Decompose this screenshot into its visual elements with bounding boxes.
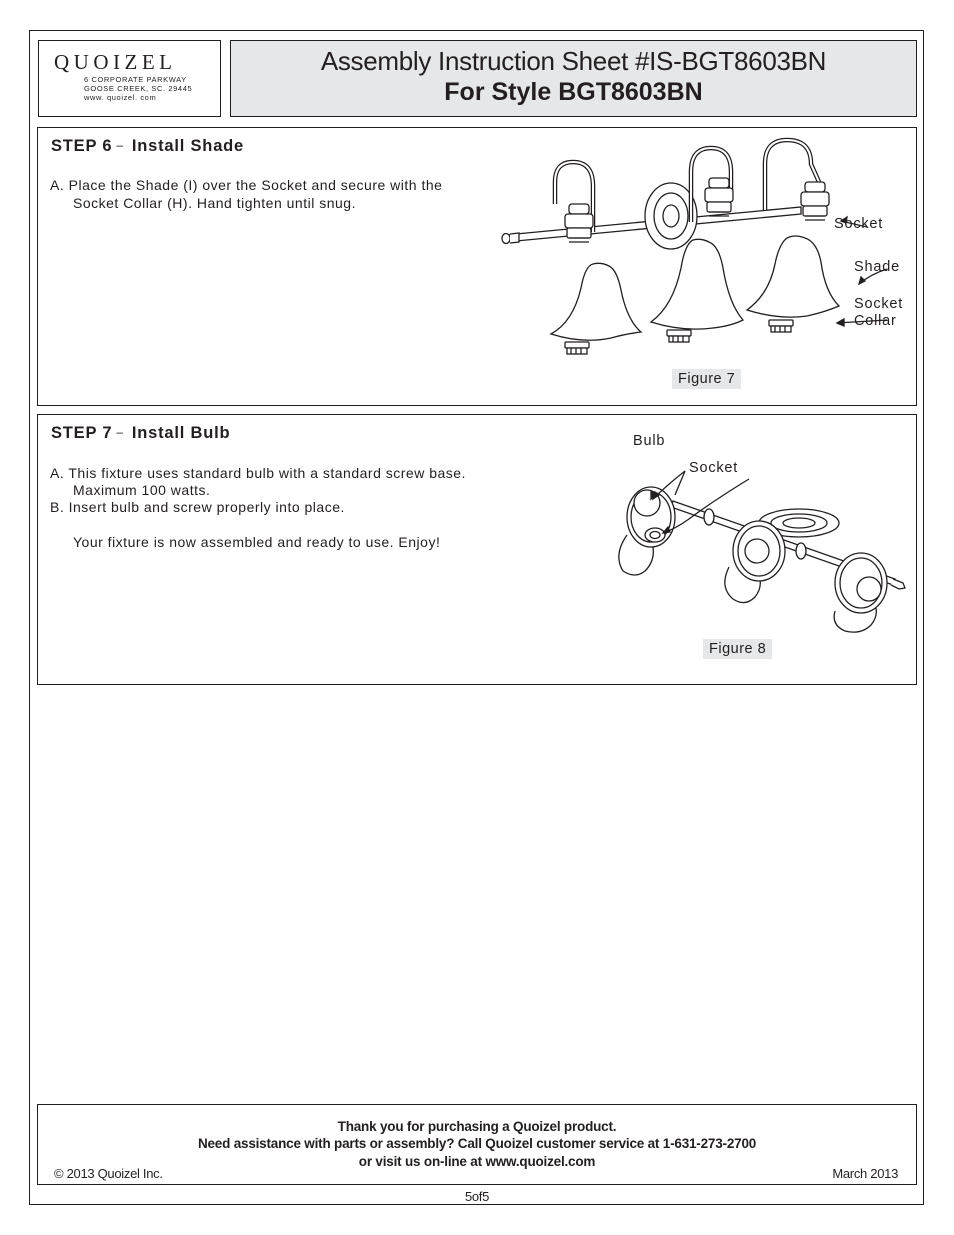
step-7-number: STEP 7 bbox=[51, 424, 113, 442]
socket-middle bbox=[705, 178, 733, 216]
document-style: For Style BGT8603BN bbox=[444, 78, 703, 106]
step-7-instruction-a-cont: Maximum 100 watts. bbox=[73, 482, 211, 498]
bulb-middle bbox=[745, 539, 769, 563]
figure-7-label: Figure 7 bbox=[672, 369, 741, 389]
bulb-right bbox=[857, 577, 881, 601]
callout-bulb: Bulb bbox=[633, 433, 666, 449]
step-7-section bbox=[37, 414, 917, 685]
callout-socket: Socket bbox=[689, 460, 739, 476]
callout-socket-collar-1: Socket bbox=[854, 296, 904, 312]
heading-dash: – bbox=[116, 425, 124, 439]
footer-date: March 2013 bbox=[832, 1166, 898, 1181]
callout-socket-collar-2: Collar bbox=[854, 313, 897, 329]
company-logo: QUOIZEL bbox=[54, 50, 177, 74]
bar-finial bbox=[891, 579, 905, 589]
footer-thanks: Thank you for purchasing a Quoizel product. bbox=[337, 1119, 617, 1134]
step-7-instruction-b: B. Insert bulb and screw properly into place. bbox=[50, 499, 345, 515]
step-7-heading bbox=[51, 424, 230, 443]
socket-collar-right bbox=[769, 320, 793, 332]
bar-end-cap bbox=[502, 234, 510, 244]
document-title: Assembly Instruction Sheet #IS-BGT8603BN bbox=[320, 46, 827, 76]
socket-collar-middle bbox=[667, 330, 691, 342]
step-6-section bbox=[37, 127, 917, 406]
footer-assistance: Need assistance with parts or assembly? Call Quoizel customer service at 1-631-273-2700 bbox=[197, 1136, 757, 1151]
shade-middle-with-bulb bbox=[725, 521, 785, 603]
step-7-title: Install Bulb bbox=[131, 424, 231, 442]
shade-left bbox=[551, 263, 641, 340]
step-6-title: Install Shade bbox=[131, 137, 245, 155]
company-website: www. quoizel. com bbox=[84, 93, 157, 102]
company-logo-block bbox=[38, 40, 221, 117]
socket-collar-left bbox=[565, 342, 589, 354]
step-6-instruction-a-cont: Socket Collar (H). Hand tighten until snug. bbox=[73, 195, 356, 211]
figure-8-label: Figure 8 bbox=[703, 639, 772, 659]
callout-shade: Shade bbox=[854, 259, 900, 275]
address-line-2: GOOSE CREEK, SC. 29445 bbox=[84, 84, 193, 93]
step-7-closing-note: Your fixture is now assembled and ready to use. Enjoy! bbox=[73, 534, 441, 550]
socket-left bbox=[565, 204, 593, 242]
shade-middle bbox=[651, 239, 743, 329]
address-line-1: 6 CORPORATE PARKWAY bbox=[84, 75, 187, 84]
step-6-number: STEP 6 bbox=[51, 137, 113, 155]
footer-visit: or visit us on-line at www.quoizel.com bbox=[358, 1154, 596, 1169]
step-7-instruction-a: A. This fixture uses standard bulb with a standard screw base. bbox=[50, 465, 466, 481]
document-title-block bbox=[230, 40, 917, 117]
footer-section bbox=[37, 1104, 917, 1185]
heading-dash: – bbox=[116, 138, 124, 152]
page-number: 5of5 bbox=[464, 1189, 490, 1204]
figure-8-illustration bbox=[583, 475, 913, 650]
step-6-heading bbox=[51, 137, 244, 156]
callout-socket: Socket bbox=[834, 216, 884, 232]
socket-right bbox=[801, 182, 829, 220]
figure-7-illustration bbox=[493, 134, 918, 374]
footer-copyright: © 2013 Quoizel Inc. bbox=[54, 1166, 163, 1181]
socket-left bbox=[645, 528, 665, 542]
shade-right-with-bulb bbox=[834, 553, 887, 632]
shade-right bbox=[747, 236, 839, 317]
step-6-instruction-a: A. Place the Shade (I) over the Socket and secure with the bbox=[50, 177, 443, 193]
